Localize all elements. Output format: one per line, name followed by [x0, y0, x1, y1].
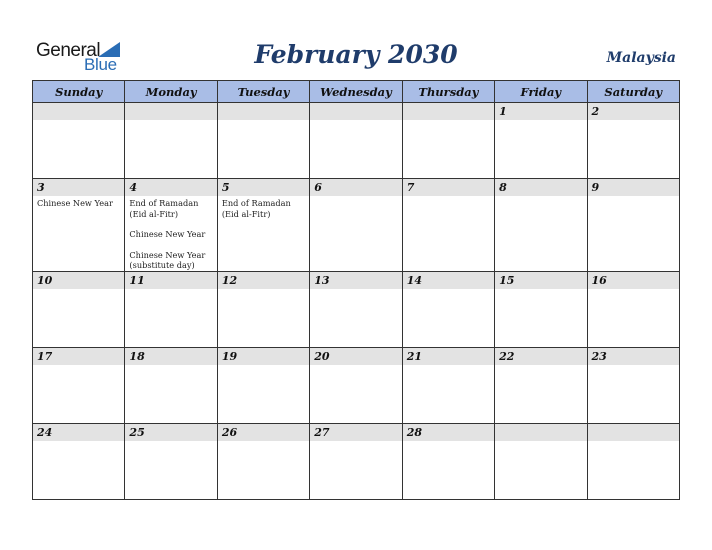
day-cell: [495, 103, 587, 179]
day-cell: [217, 423, 309, 499]
day-number: [218, 103, 309, 120]
day-number: 22: [495, 348, 586, 365]
day-cell: [495, 179, 587, 272]
calendar-title: February 2030: [254, 40, 458, 69]
day-cell: [310, 179, 402, 272]
day-cell: [217, 103, 309, 179]
day-number: 24: [33, 424, 124, 441]
day-number: 23: [588, 348, 679, 365]
day-number: [33, 103, 124, 120]
day-number: 11: [125, 272, 216, 289]
holiday-event: End of Ramadan (Eid al-Fitr): [221, 198, 291, 219]
day-cell: [217, 347, 309, 423]
day-number: 18: [125, 348, 216, 365]
day-number: 14: [403, 272, 494, 289]
week-row: [33, 103, 680, 179]
day-cell: [402, 347, 494, 423]
day-cell: [125, 103, 217, 179]
day-number: [125, 103, 216, 120]
day-number: 1: [495, 103, 586, 120]
day-cell: [310, 271, 402, 347]
holiday-event: Chinese New Year: [37, 198, 113, 208]
weekday-header: Tuesday: [217, 81, 309, 103]
day-number: 9: [588, 179, 679, 196]
weekday-header: Friday: [495, 81, 587, 103]
day-number: [310, 103, 401, 120]
weekday-header: Monday: [125, 81, 217, 103]
holiday-event: Chinese New Year (substitute day): [129, 249, 206, 270]
day-cell: [33, 347, 125, 423]
day-number: 27: [310, 424, 401, 441]
day-cell: [310, 347, 402, 423]
day-number: 26: [218, 424, 309, 441]
day-number: 12: [218, 272, 309, 289]
weekday-header: Saturday: [587, 81, 679, 103]
day-cell: [310, 103, 402, 179]
day-number: 20: [310, 348, 401, 365]
weekday-header: Thursday: [402, 81, 494, 103]
week-row: [33, 179, 680, 272]
day-cell: [125, 347, 217, 423]
weekday-header: Sunday: [33, 81, 125, 103]
day-cell: [310, 423, 402, 499]
day-cell: [495, 423, 587, 499]
day-cell: [587, 271, 679, 347]
day-cell: [402, 423, 494, 499]
day-cell: [33, 103, 125, 179]
day-cell: [587, 103, 679, 179]
weekday-header: Wednesday: [310, 81, 402, 103]
country-label: Malaysia: [606, 50, 676, 66]
day-cell: [495, 347, 587, 423]
day-cell: [402, 103, 494, 179]
day-number: 8: [495, 179, 586, 196]
day-cell: [125, 179, 217, 272]
day-cell: [402, 179, 494, 272]
day-number: 2: [588, 103, 679, 120]
day-cell: [33, 423, 125, 499]
event-list: [125, 196, 216, 271]
day-number: 5: [218, 179, 309, 196]
week-row: [33, 347, 680, 423]
day-number: 3: [33, 179, 124, 196]
day-cell: [33, 179, 125, 272]
day-cell: [587, 179, 679, 272]
day-number: 25: [125, 424, 216, 441]
day-cell: [587, 423, 679, 499]
day-cell: [495, 271, 587, 347]
holiday-event: End of Ramadan (Eid al-Fitr): [129, 198, 199, 219]
day-number: [495, 424, 586, 441]
day-cell: [33, 271, 125, 347]
day-number: 15: [495, 272, 586, 289]
day-cell: [217, 179, 309, 272]
day-number: 10: [33, 272, 124, 289]
weekday-header-row: [33, 81, 680, 103]
event-list: [218, 196, 309, 219]
day-cell: [402, 271, 494, 347]
day-number: [403, 103, 494, 120]
day-cell: [587, 347, 679, 423]
day-number: 13: [310, 272, 401, 289]
day-number: 4: [125, 179, 216, 196]
logo-general-text: General: [36, 40, 101, 61]
calendar-grid: [32, 80, 680, 500]
logo-blue-text: Blue: [84, 55, 117, 74]
day-number: 17: [33, 348, 124, 365]
day-number: 16: [588, 272, 679, 289]
event-list: [33, 196, 124, 209]
holiday-event: Chinese New Year: [129, 229, 206, 239]
day-number: 28: [403, 424, 494, 441]
day-cell: [125, 271, 217, 347]
day-number: 6: [310, 179, 401, 196]
day-cell: [125, 423, 217, 499]
day-number: 19: [218, 348, 309, 365]
day-number: 7: [403, 179, 494, 196]
week-row: [33, 423, 680, 499]
day-cell: [217, 271, 309, 347]
day-number: [588, 424, 679, 441]
week-row: [33, 271, 680, 347]
day-number: 21: [403, 348, 494, 365]
